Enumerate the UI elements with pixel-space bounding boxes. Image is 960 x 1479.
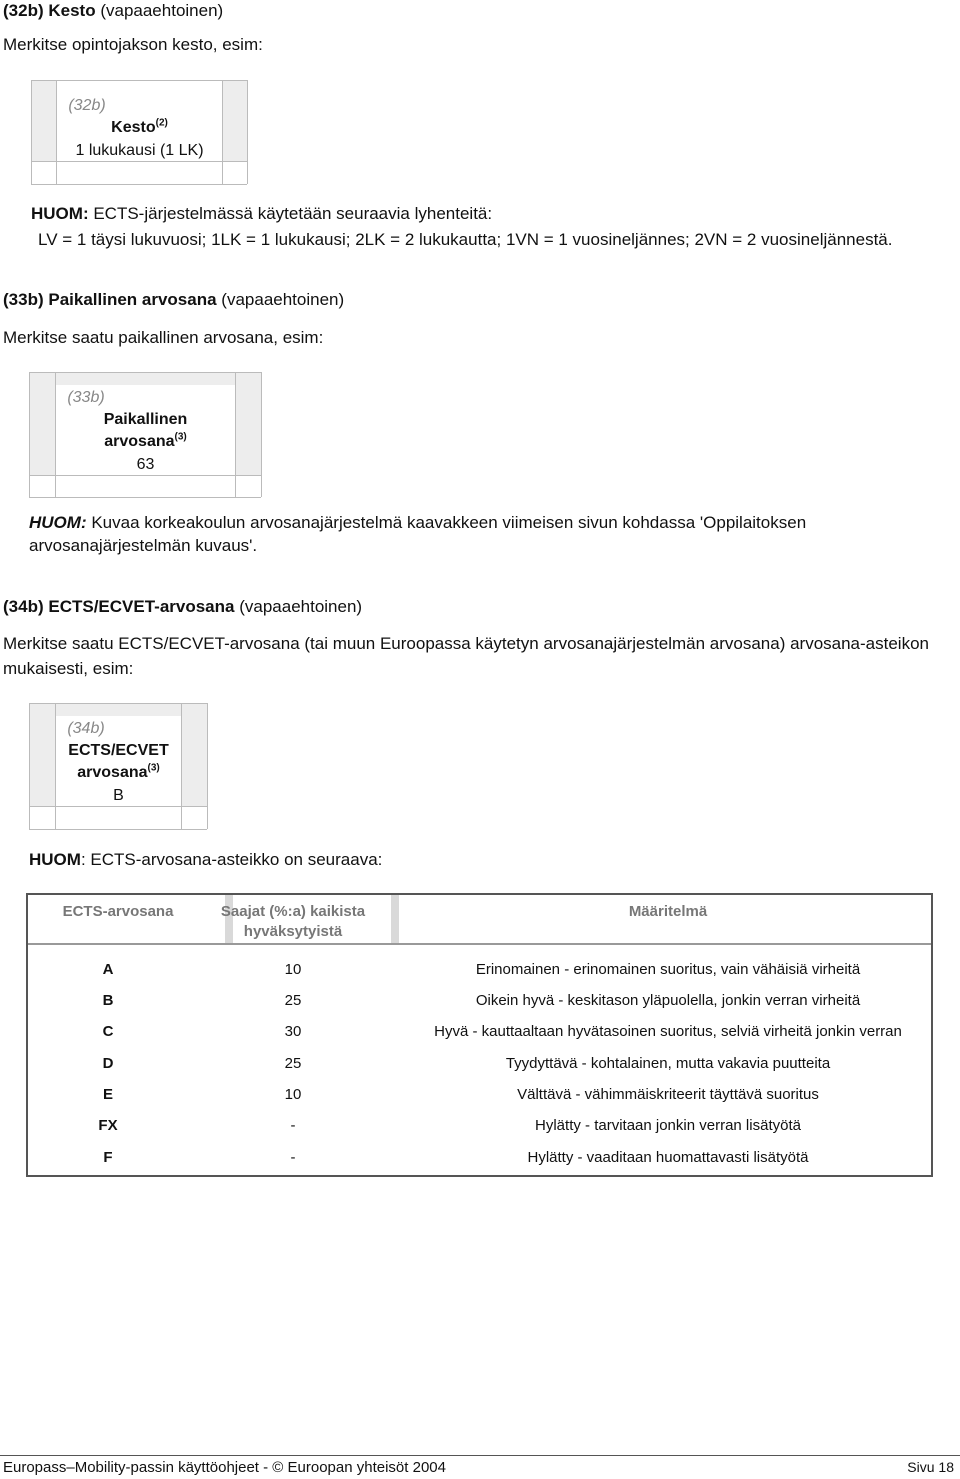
field-footnote: (2) [155,117,168,129]
cell-definition: Hylätty - vaaditaan huomattavasti lisätyötä [527,1149,809,1166]
field-value: B [113,787,124,804]
heading-title: Kesto [48,1,96,20]
table-row [28,1111,931,1142]
table-row [28,955,931,986]
heading-number: (33b) [3,290,44,309]
cell-percentage: 30 [284,1023,302,1040]
cell-percentage: - [290,1117,296,1134]
table-row [28,1080,931,1111]
cell-definition: Välttävä - vähimmäiskriteerit täyttävä suoritus [517,1086,819,1103]
cell-percentage: - [290,1149,296,1166]
field-title [57,117,222,138]
field-title-line2 [56,431,235,452]
cell-grade: FX [98,1117,118,1134]
table-header [28,895,931,945]
section-33b-heading [3,290,344,310]
section-34b-instruction-line2: mukaisesti, esim: [3,659,134,678]
note-label: HUOM [29,850,81,869]
field-title-text: Kesto [111,119,156,136]
field-code: (33b) [67,389,105,406]
field-title-line1: ECTS/ECVET [68,742,169,759]
cell-grade: E [102,1086,113,1103]
note-34b [29,850,382,870]
cell-grade: C [102,1023,114,1040]
cell-grade: F [103,1149,113,1166]
section-32b-instruction: Merkitse opintojakson kesto, esim: [3,35,263,54]
note-text: : ECTS-arvosana-asteikko on seuraava: [80,850,383,869]
cell-percentage: 10 [284,1086,302,1103]
note-text: Kuvaa korkeakoulun arvosanajärjestelmä kaavakkeen viimeisen sivun kohdassa 'Oppilaitoksen [91,513,807,532]
field-title-text: arvosana [77,764,148,781]
section-34b-heading [3,597,362,617]
header-percentage: Saajat (%:a) kaikista hyväksytyistä [220,903,366,940]
section-33b-instruction: Merkitse saatu paikallinen arvosana, esim: [3,328,324,347]
field-value: 1 lukukausi (1 LK) [75,142,204,159]
heading-optional: (vapaaehtoinen) [239,597,363,616]
heading-title: Paikallinen arvosana [48,290,217,309]
cell-definition: Hyvä - kauttaaltaan hyvätasoinen suoritus, selviä virheitä jonkin verran [434,1023,902,1040]
abbreviation-line: LV = 1 täysi lukuvuosi; 1LK = 1 lukukausi; 2LK = 2 lukukautta; 1VN = 1 vuosineljännes; 2VN = 2 vuosineljännestä. [38,230,893,249]
header-definition: Määritelmä [628,903,708,920]
cell-percentage: 10 [284,961,302,978]
cell-definition: Hylätty - tarvitaan jonkin verran lisätyötä [535,1117,801,1134]
field-footnote: (3) [147,762,160,774]
cell-definition: Erinomainen - erinomainen suoritus, vain vähäisiä virheitä [475,961,861,978]
cell-definition: Tyydyttävä - kohtalainen, mutta vakavia puutteita [505,1055,831,1072]
field-title-line2 [56,762,181,783]
note-33b-line2: arvosanajärjestelmän kuvaus'. [29,536,258,555]
cell-grade: B [102,992,114,1009]
footer-text: Europass–Mobility-passin käyttöohjeet - © Euroopan yhteisöt 2004 [3,1459,446,1476]
section-34b-instruction-line1: Merkitse saatu ECTS/ECVET-arvosana (tai muun Euroopassa käytetyn arvosanajärjestelmän arvosana) arvosana-asteikon [3,634,929,653]
note-label: HUOM: [29,513,87,532]
note-33b-line1 [29,513,806,533]
field-title-line1: Paikallinen [103,411,188,428]
cell-grade: A [102,961,114,978]
field-value: 63 [136,456,155,473]
table-row [28,986,931,1017]
ects-grade-table [26,893,933,1177]
section-32b-heading [3,1,223,21]
note-32b [31,204,492,224]
table-row [28,1143,931,1174]
header-grade: ECTS-arvosana [62,903,174,920]
note-label: HUOM: [31,204,89,223]
note-text: ECTS-järjestelmässä käytetään seuraavia lyhenteitä: [93,204,493,223]
heading-number: (32b) [3,1,44,20]
field-code: (32b) [68,97,106,114]
cell-grade: D [102,1055,114,1072]
table-row [28,1017,931,1048]
page-number: Sivu 18 [907,1459,954,1475]
field-footnote: (3) [174,431,187,443]
cell-percentage: 25 [284,992,302,1009]
table-row [28,1049,931,1080]
field-code: (34b) [67,720,105,737]
heading-optional: (vapaaehtoinen) [221,290,345,309]
footer-divider [0,1455,960,1456]
cell-percentage: 25 [284,1055,302,1072]
heading-title: ECTS/ECVET-arvosana [48,597,235,616]
heading-number: (34b) [3,597,44,616]
field-title-text: arvosana [104,433,175,450]
heading-optional: (vapaaehtoinen) [100,1,224,20]
cell-definition: Oikein hyvä - keskitason yläpuolella, jonkin verran virheitä [475,992,861,1009]
